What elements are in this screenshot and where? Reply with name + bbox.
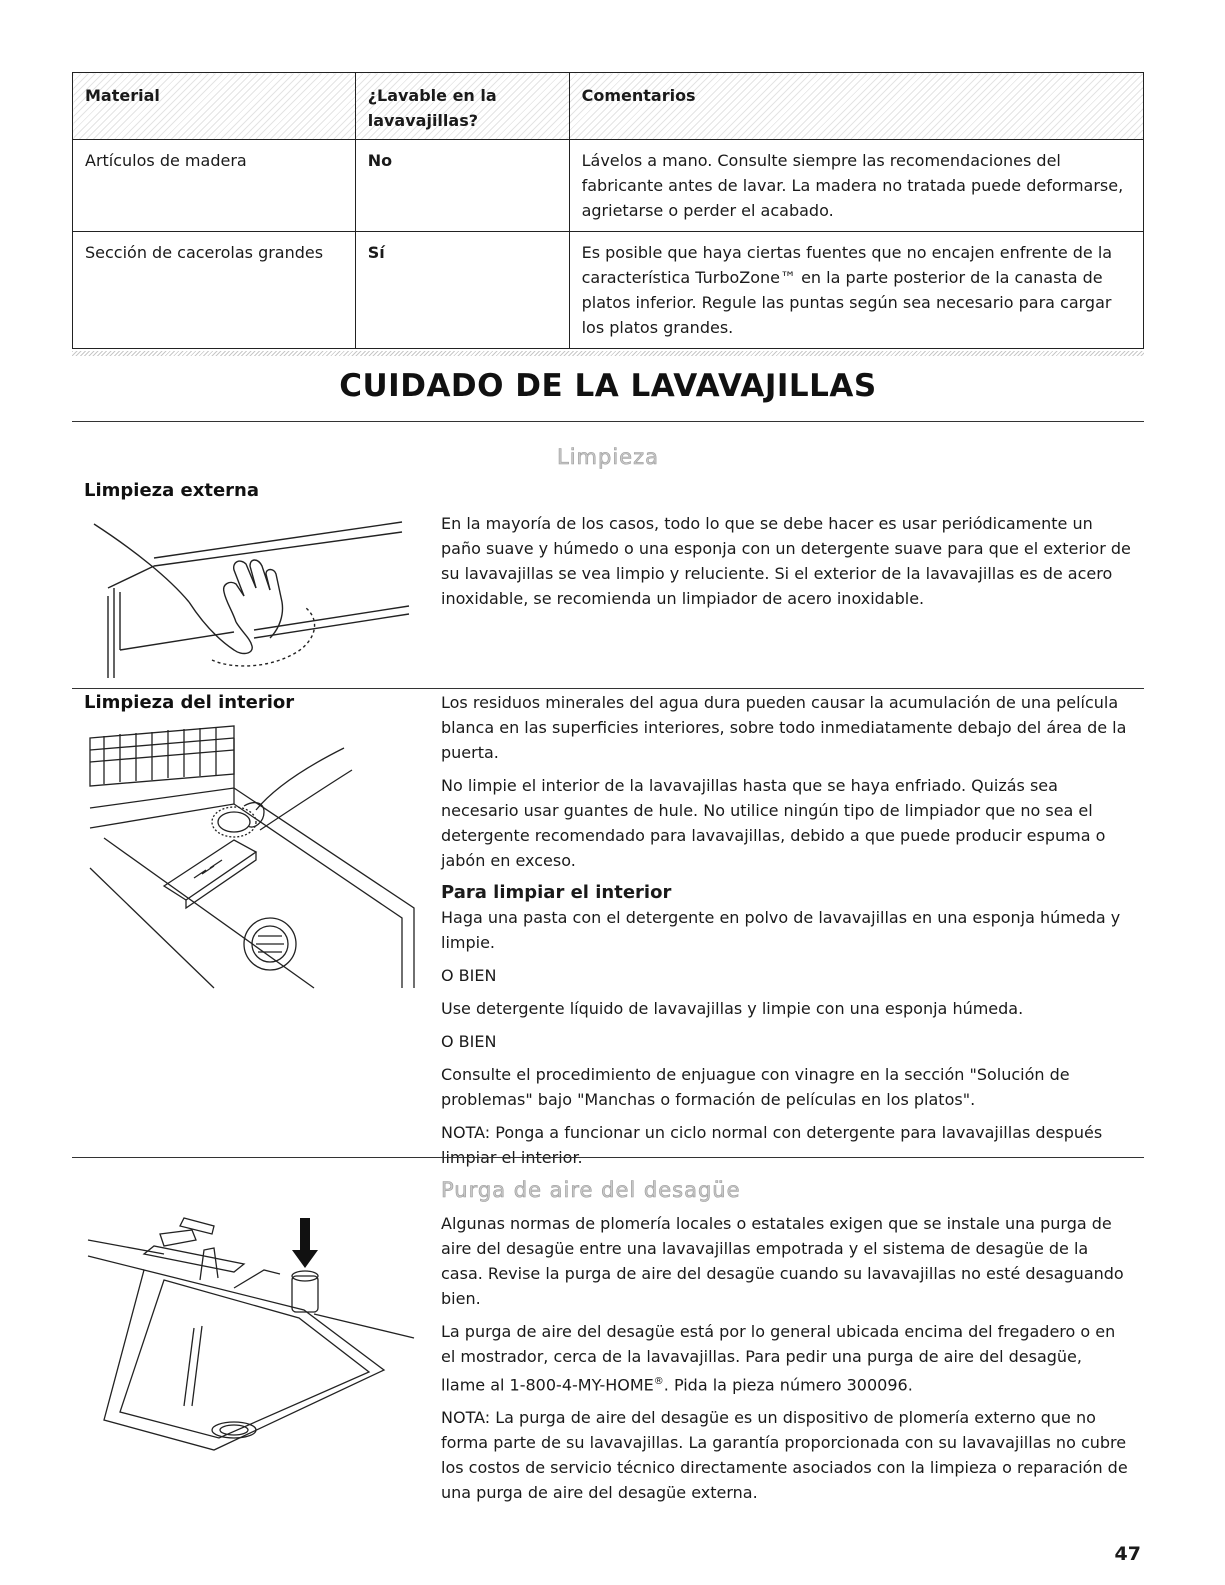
note-label: NOTA: [441, 1123, 491, 1142]
cell-washable: No [355, 140, 569, 232]
drain-text [441, 1211, 1131, 1513]
hatched-divider [72, 351, 1144, 356]
note-text: Ponga a funcionar un ciclo normal con detergente para lavavajillas después limpiar el interior. [441, 1123, 1103, 1167]
header-washable: ¿Lavable en la lavavajillas? [355, 73, 569, 140]
cell-material: Sección de cacerolas grandes [73, 232, 356, 349]
section-rule [72, 688, 1144, 689]
cell-material: Artículos de madera [73, 140, 356, 232]
drain-paragraph-2 [441, 1319, 1131, 1397]
header-comments: Comentarios [569, 73, 1143, 140]
section-title-drain: Purga de aire del desagüe [441, 1178, 741, 1202]
interior-subheading: Para limpiar el interior [441, 882, 672, 903]
note-label: NOTA: [441, 1408, 491, 1428]
interior-cleaning-text [441, 690, 1131, 1178]
interior-paragraph-4: Use detergente líquido de lavavajillas y limpie con una esponja húmeda. [441, 999, 1024, 1018]
interior-paragraph-2: No limpie el interior de la lavavajillas hasta que se haya enfriado. Quizás sea necesario usar guantes de hule. No utilice ningún tipo de limpiador que no sea el detergente recomendado para lavavajillas, debido a que puede producir espuma o jabón en exceso. [441, 776, 1106, 870]
registered-mark: ® [653, 1376, 664, 1387]
hand-wiping-illustration [84, 510, 414, 680]
drain-paragraph-1: Algunas normas de plomería locales o estatales exigen que se instale una purga de aire del desagüe entre una lavavajillas empotrada y el sistema de desagüe de la casa. Revise la purga de aire del desagüe cuando su lavavajillas no esté desaguando bien. [441, 1214, 1124, 1308]
cell-washable: Sí [355, 232, 569, 349]
page-number: 47 [1114, 1543, 1141, 1565]
interior-cleaning-heading: Limpieza del interior [84, 692, 295, 713]
interior-or-1: O BIEN [441, 966, 497, 985]
external-cleaning-paragraph: En la mayoría de los casos, todo lo que se debe hacer es usar periódicamente un paño suave y húmedo o una esponja con un detergente suave para que el exterior de su lavavajillas se vea limpio y reluciente. Si el exterior de la lavavajillas es de acero inoxidable, se recomienda un limpiador de acero inoxidable. [441, 514, 1131, 608]
interior-note [441, 1120, 1131, 1170]
cell-comment: Lávelos a mano. Consulte siempre las recomendaciones del fabricante antes de lavar. La madera no tratada puede deformarse, agrietarse o perder el acabado. [569, 140, 1143, 232]
interior-paragraph-5: Consulte el procedimiento de enjuague con vinagre en la sección "Solución de problemas" bajo "Manchas o formación de películas en los platos". [441, 1065, 1070, 1109]
sink-air-gap-illustration [84, 1210, 419, 1460]
table-header-row [73, 73, 1144, 140]
external-cleaning-heading: Limpieza externa [84, 480, 260, 501]
table-row [73, 140, 1144, 232]
materials-table [72, 72, 1144, 349]
interior-paragraph-1: Los residuos minerales del agua dura pueden causar la acumulación de una película blanca en las superficies interiores, sobre todo inmediatamente debajo del área de la puerta. [441, 693, 1127, 762]
drain-note [441, 1405, 1131, 1505]
interior-paragraph-3: Haga una pasta con el detergente en polvo de lavavajillas en una esponja húmeda y limpie. [441, 908, 1121, 952]
header-material: Material [73, 73, 356, 140]
section-rule [72, 1157, 1144, 1158]
section-title-cleaning: Limpieza [557, 445, 659, 469]
interior-sponge-illustration [84, 718, 419, 998]
cell-comment: Es posible que haya ciertas fuentes que no encajen enfrente de la característica TurboZone™ en la parte posterior de la canasta de platos inferior. Regule las puntas según sea necesario para cargar los platos grandes. [569, 232, 1143, 349]
title-rule [72, 421, 1144, 422]
external-cleaning-text [441, 511, 1131, 619]
interior-or-2: O BIEN [441, 1032, 497, 1051]
note-text: La purga de aire del desagüe es un dispositivo de plomería externo que no forma parte de su lavavajillas. La garantía proporcionada con su lavavajillas no cubre los costos de servicio técnico directamente asociados con la limpieza o reparación de una purga de aire del desagüe externa. [441, 1408, 1128, 1503]
table-row [73, 232, 1144, 349]
drain-paragraph-2-a: La purga de aire del desagüe está por lo general ubicada encima del fregadero o en el mostrador, cerca de la lavavajillas. Para pedir una purga de aire del desagüe, llame al 1-800-4-MY-HOME [441, 1322, 1116, 1395]
drain-paragraph-2-b: . Pida la pieza número 300096. [663, 1375, 913, 1395]
page-title: CUIDADO DE LA LAVAVAJILLAS [339, 368, 877, 404]
